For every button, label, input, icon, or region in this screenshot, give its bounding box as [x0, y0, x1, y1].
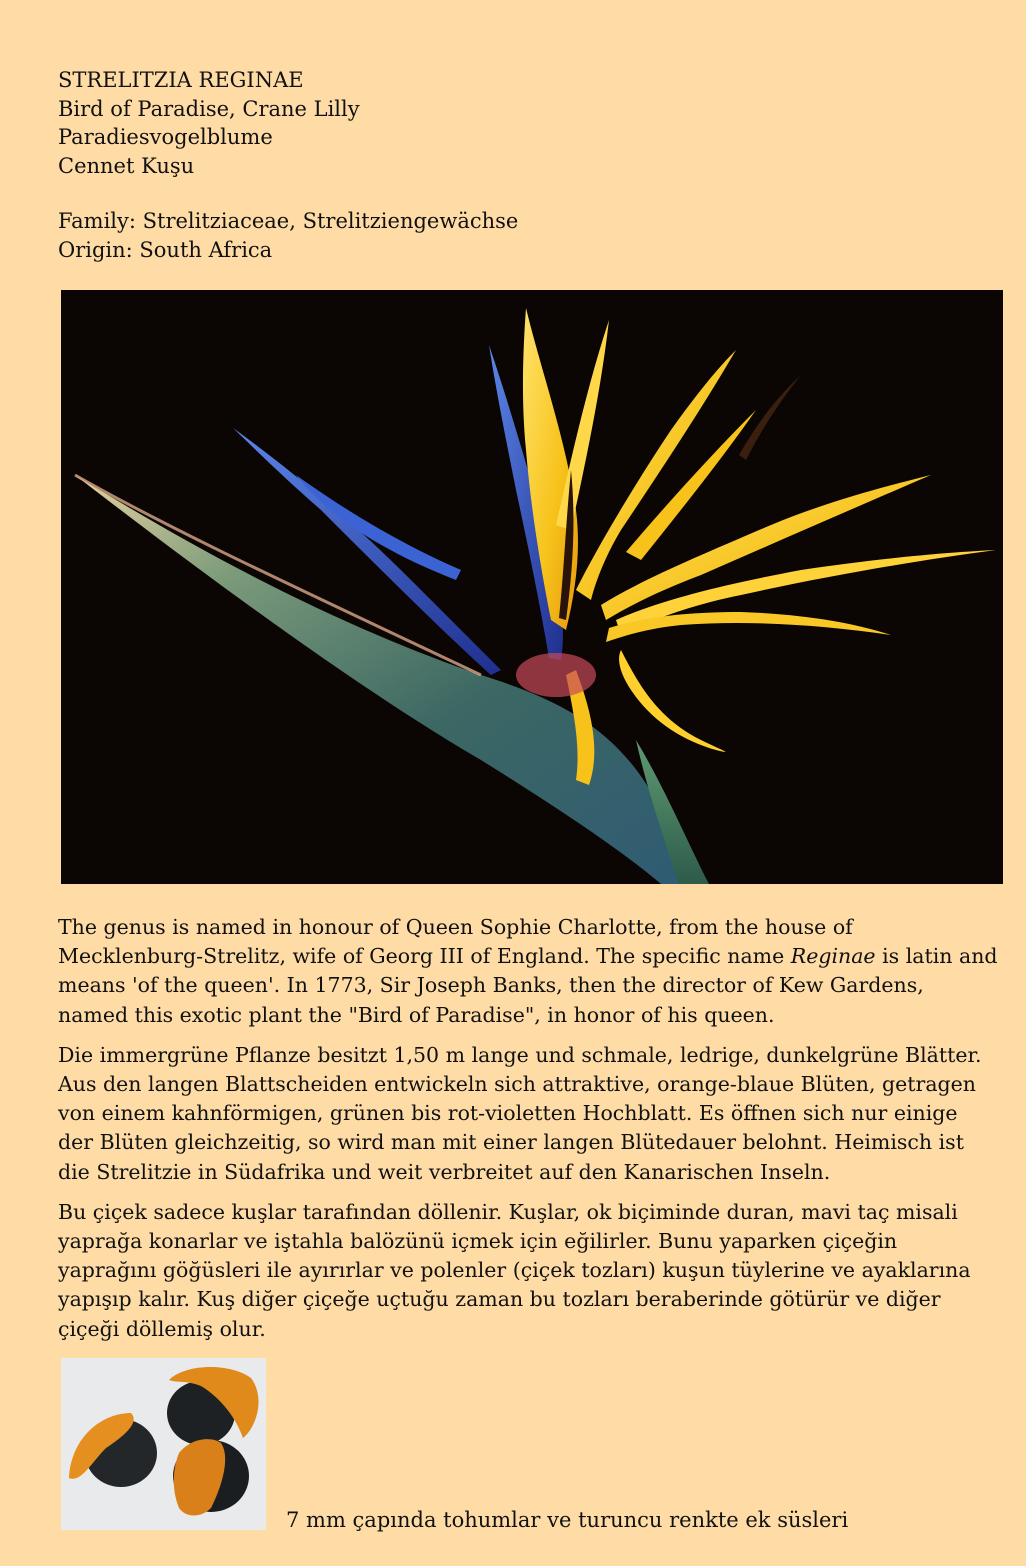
latin-name: STRELITZIA REGINAE [58, 68, 304, 92]
seed-caption: 7 mm çapında tohumlar ve turuncu renkte ek süsleri [286, 1508, 849, 1532]
paragraph-english [58, 913, 998, 1030]
paragraph-german: Die immergrüne Pflanze besitzt 1,50 m lange und schmale, ledrige, dunkelgrüne Blätter. Aus den langen Blattscheiden entwickeln sich attraktive, orange-blaue Blüten, getragen von einem kahnförmigen, grünen bis rot-violetten Hochblatt. Es öffnen sich nur einige der Blüten gleichzeitig, so wird man mit einer langen Blütedauer belohnt. Heimisch ist die Strelitzie in Südafrika und weit verbreitet auf den Kanarischen Inseln. [58, 1042, 982, 1184]
paragraph-turkish: Bu çiçek sadece kuşlar tarafından döllenir. Kuşlar, ok biçiminde duran, mavi taç misali yaprağa konarlar ve iştahla balözünü içmek için eğilirler. Bunu yaparken çiçeğin yaprağını göğüsleri ile ayırırlar ve polenler (çiçek tozları) kuşun tüylerine ve ayaklarına yapışıp kalır. Kuş diğer çiçeğe uçtuğu zaman bu tozları beraberinde götürür ve diğer çiçeği döllemiş olur. [58, 1199, 971, 1341]
family-line: Family: Strelitziaceae, Strelitziengewächse [58, 209, 519, 233]
header-block [58, 66, 518, 264]
paragraph-english-part2: is latin and means 'of the queen'. In 1773, Sir Joseph Banks, then the director of Kew Gardens, named this exotic plant the "Bird of Paradise", in honor of his queen. [58, 944, 998, 1027]
body-text [58, 913, 998, 1355]
german-name: Paradiesvogelblume [58, 125, 273, 149]
bird-of-paradise-photo [61, 290, 1003, 884]
english-name: Bird of Paradise, Crane Lilly [58, 96, 360, 121]
species-emphasis: Reginae [790, 944, 876, 969]
seeds-photo [61, 1358, 266, 1530]
origin-line: Origin: South Africa [58, 237, 273, 262]
turkish-name: Cennet Kuşu [58, 153, 195, 178]
paragraph-english-part1: The genus is named in honour of Queen Sophie Charlotte, from the house of Mecklenburg-Strelitz, wife of Georg III of England. The specific name [58, 915, 853, 969]
